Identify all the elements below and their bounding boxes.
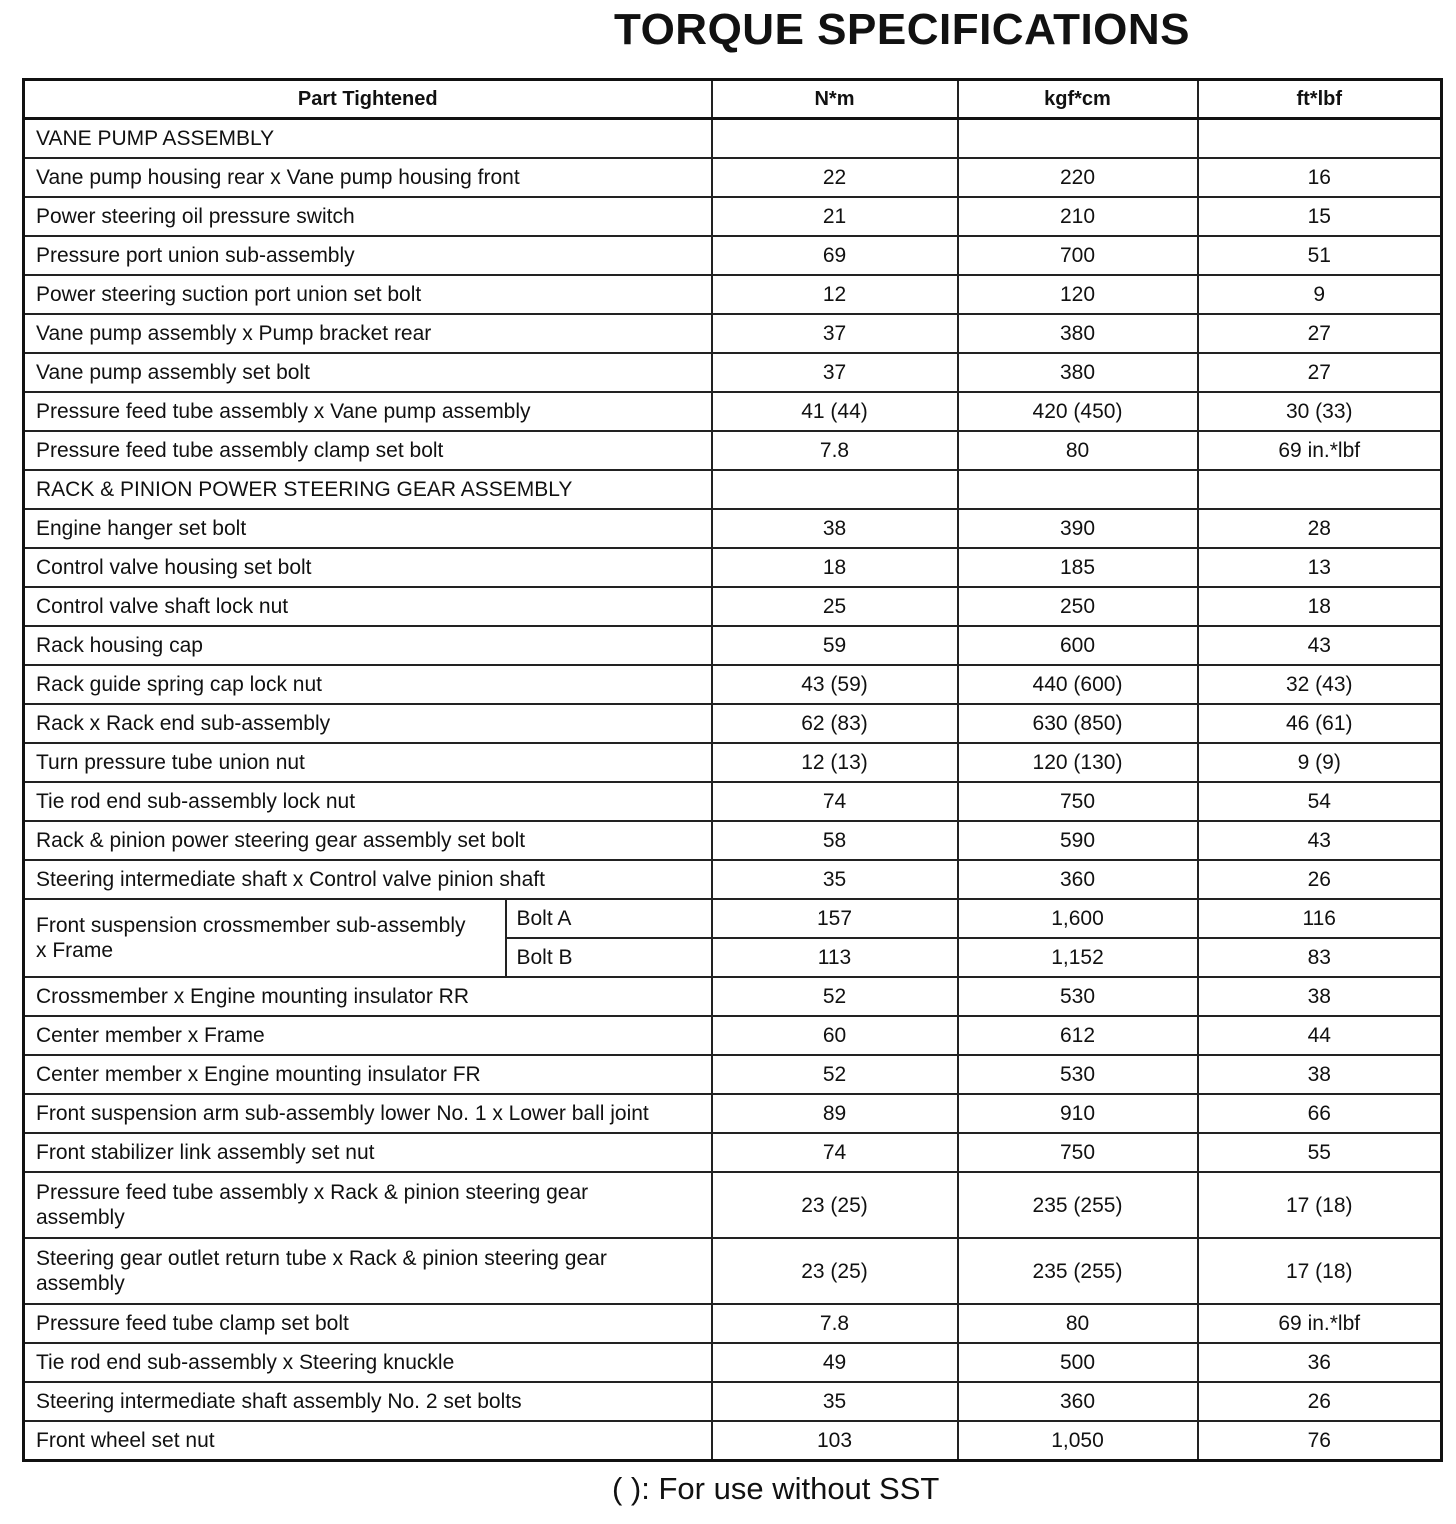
table-row xyxy=(24,509,1442,548)
table-row xyxy=(24,782,1442,821)
value-nm: 7.8 xyxy=(712,1304,958,1343)
value-ft-lbf: 83 xyxy=(1198,938,1442,977)
part-cell: Front stabilizer link assembly set nut xyxy=(24,1133,712,1172)
table-row xyxy=(24,743,1442,782)
value-nm: 58 xyxy=(712,821,958,860)
part-cell: Steering intermediate shaft x Control valve pinion shaft xyxy=(24,860,712,899)
table-row xyxy=(24,977,1442,1016)
part-cell: Tie rod end sub-assembly x Steering knuckle xyxy=(24,1343,712,1382)
value-nm: 43 (59) xyxy=(712,665,958,704)
part-cell: Rack x Rack end sub-assembly xyxy=(24,704,712,743)
footnote: ( ): For use without SST xyxy=(612,1471,940,1506)
table-row xyxy=(24,587,1442,626)
value-nm: 62 (83) xyxy=(712,704,958,743)
table-row xyxy=(24,1238,1442,1304)
value-ft-lbf: 36 xyxy=(1198,1343,1442,1382)
part-cell: Pressure feed tube assembly clamp set bolt xyxy=(24,431,712,470)
value-kgf-cm: 612 xyxy=(958,1016,1198,1055)
part-cell: Control valve shaft lock nut xyxy=(24,587,712,626)
part-cell: Vane pump housing rear x Vane pump housing front xyxy=(24,158,712,197)
value-ft-lbf: 43 xyxy=(1198,626,1442,665)
value-ft-lbf: 17 (18) xyxy=(1198,1172,1442,1238)
value-nm: 49 xyxy=(712,1343,958,1382)
part-line: Pressure feed tube assembly x Rack & pinion steering gear xyxy=(36,1181,589,1204)
value-ft-lbf: 13 xyxy=(1198,548,1442,587)
part-cell: Rack housing cap xyxy=(24,626,712,665)
value-ft-lbf: 66 xyxy=(1198,1094,1442,1133)
table-row xyxy=(24,1343,1442,1382)
value-kgf-cm: 1,050 xyxy=(958,1421,1198,1461)
table-row xyxy=(24,899,1442,938)
value-kgf-cm: 380 xyxy=(958,314,1198,353)
value-nm: 25 xyxy=(712,587,958,626)
value-ft-lbf: 17 (18) xyxy=(1198,1238,1442,1304)
value-ft-lbf: 69 in.*lbf xyxy=(1198,1304,1442,1343)
part-line: Steering gear outlet return tube x Rack & pinion steering gear xyxy=(36,1247,607,1270)
table-row xyxy=(24,1055,1442,1094)
value-nm: 23 (25) xyxy=(712,1172,958,1238)
part-cell: Center member x Engine mounting insulator FR xyxy=(24,1055,712,1094)
value-kgf-cm: 590 xyxy=(958,821,1198,860)
value-ft-lbf: 43 xyxy=(1198,821,1442,860)
value-ft-lbf xyxy=(1198,119,1442,159)
value-kgf-cm: 600 xyxy=(958,626,1198,665)
torque-spec-table xyxy=(22,78,1443,1462)
value-nm xyxy=(712,470,958,509)
header-kgf-cm: kgf*cm xyxy=(958,80,1198,119)
part-cell: Rack & pinion power steering gear assembly set bolt xyxy=(24,821,712,860)
part-cell: Center member x Frame xyxy=(24,1016,712,1055)
value-nm: 37 xyxy=(712,353,958,392)
value-kgf-cm: 250 xyxy=(958,587,1198,626)
part-line: assembly xyxy=(36,1272,125,1295)
value-nm: 113 xyxy=(712,938,958,977)
header-part-tightened: Part Tightened xyxy=(24,80,712,119)
value-kgf-cm: 630 (850) xyxy=(958,704,1198,743)
table-row xyxy=(24,1382,1442,1421)
value-kgf-cm: 530 xyxy=(958,1055,1198,1094)
value-ft-lbf: 38 xyxy=(1198,977,1442,1016)
value-kgf-cm: 440 (600) xyxy=(958,665,1198,704)
value-nm: 35 xyxy=(712,860,958,899)
part-line: assembly xyxy=(36,1206,125,1229)
part-cell: Engine hanger set bolt xyxy=(24,509,712,548)
part-cell: Pressure feed tube assembly x Vane pump assembly xyxy=(24,392,712,431)
table-row xyxy=(24,275,1442,314)
part-cell: Pressure feed tube clamp set bolt xyxy=(24,1304,712,1343)
value-nm: 52 xyxy=(712,977,958,1016)
table-row xyxy=(24,470,1442,509)
value-nm: 37 xyxy=(712,314,958,353)
value-nm: 74 xyxy=(712,1133,958,1172)
table-row xyxy=(24,236,1442,275)
value-kgf-cm: 120 xyxy=(958,275,1198,314)
table-row xyxy=(24,1016,1442,1055)
value-ft-lbf: 9 (9) xyxy=(1198,743,1442,782)
value-kgf-cm: 360 xyxy=(958,860,1198,899)
value-nm: 12 xyxy=(712,275,958,314)
part-cell: Front suspension arm sub-assembly lower No. 1 x Lower ball joint xyxy=(24,1094,712,1133)
table-row xyxy=(24,1133,1442,1172)
value-kgf-cm: 185 xyxy=(958,548,1198,587)
value-nm: 7.8 xyxy=(712,431,958,470)
table-row xyxy=(24,860,1442,899)
part-cell: Steering intermediate shaft assembly No. 2 set bolts xyxy=(24,1382,712,1421)
part-cell: Rack guide spring cap lock nut xyxy=(24,665,712,704)
value-ft-lbf: 54 xyxy=(1198,782,1442,821)
part-cell xyxy=(24,899,506,977)
value-nm: 21 xyxy=(712,197,958,236)
value-ft-lbf xyxy=(1198,470,1442,509)
value-nm: 38 xyxy=(712,509,958,548)
table-row xyxy=(24,119,1442,159)
part-line: x Frame xyxy=(36,939,114,962)
table-row xyxy=(24,353,1442,392)
value-ft-lbf: 15 xyxy=(1198,197,1442,236)
value-ft-lbf: 69 in.*lbf xyxy=(1198,431,1442,470)
table-row xyxy=(24,1304,1442,1343)
value-kgf-cm: 235 (255) xyxy=(958,1172,1198,1238)
bolt-label: Bolt A xyxy=(506,899,712,938)
part-cell: RACK & PINION POWER STEERING GEAR ASSEMBLY xyxy=(24,470,712,509)
value-ft-lbf: 18 xyxy=(1198,587,1442,626)
value-kgf-cm: 700 xyxy=(958,236,1198,275)
table-row xyxy=(24,548,1442,587)
value-ft-lbf: 55 xyxy=(1198,1133,1442,1172)
value-kgf-cm: 750 xyxy=(958,1133,1198,1172)
value-kgf-cm: 1,600 xyxy=(958,899,1198,938)
value-kgf-cm: 360 xyxy=(958,1382,1198,1421)
value-kgf-cm: 910 xyxy=(958,1094,1198,1133)
part-cell: Vane pump assembly set bolt xyxy=(24,353,712,392)
table-row xyxy=(24,626,1442,665)
value-ft-lbf: 76 xyxy=(1198,1421,1442,1461)
table-header-row xyxy=(24,80,1442,119)
part-cell xyxy=(24,1238,712,1304)
value-kgf-cm xyxy=(958,470,1198,509)
value-nm: 23 (25) xyxy=(712,1238,958,1304)
value-ft-lbf: 16 xyxy=(1198,158,1442,197)
value-nm: 89 xyxy=(712,1094,958,1133)
value-kgf-cm: 220 xyxy=(958,158,1198,197)
table-row xyxy=(24,1421,1442,1461)
part-cell: Vane pump assembly x Pump bracket rear xyxy=(24,314,712,353)
value-ft-lbf: 30 (33) xyxy=(1198,392,1442,431)
value-ft-lbf: 26 xyxy=(1198,860,1442,899)
value-nm: 12 (13) xyxy=(712,743,958,782)
value-ft-lbf: 27 xyxy=(1198,314,1442,353)
value-kgf-cm: 1,152 xyxy=(958,938,1198,977)
table-row xyxy=(24,1094,1442,1133)
value-kgf-cm: 120 (130) xyxy=(958,743,1198,782)
part-cell: Control valve housing set bolt xyxy=(24,548,712,587)
table-row xyxy=(24,392,1442,431)
value-ft-lbf: 9 xyxy=(1198,275,1442,314)
value-ft-lbf: 44 xyxy=(1198,1016,1442,1055)
value-nm: 74 xyxy=(712,782,958,821)
header-ft-lbf: ft*lbf xyxy=(1198,80,1442,119)
part-cell: Power steering suction port union set bolt xyxy=(24,275,712,314)
header-nm: N*m xyxy=(712,80,958,119)
value-nm: 60 xyxy=(712,1016,958,1055)
part-cell: Turn pressure tube union nut xyxy=(24,743,712,782)
table-row xyxy=(24,158,1442,197)
value-nm: 18 xyxy=(712,548,958,587)
value-kgf-cm: 235 (255) xyxy=(958,1238,1198,1304)
value-ft-lbf: 116 xyxy=(1198,899,1442,938)
value-nm: 22 xyxy=(712,158,958,197)
table-row xyxy=(24,431,1442,470)
value-nm: 103 xyxy=(712,1421,958,1461)
value-kgf-cm: 750 xyxy=(958,782,1198,821)
page-title: TORQUE SPECIFICATIONS xyxy=(614,5,1191,54)
table-row xyxy=(24,197,1442,236)
table-row xyxy=(24,1172,1442,1238)
value-kgf-cm xyxy=(958,119,1198,159)
part-line: Front suspension crossmember sub-assembly xyxy=(36,914,466,937)
value-kgf-cm: 80 xyxy=(958,1304,1198,1343)
value-ft-lbf: 27 xyxy=(1198,353,1442,392)
value-ft-lbf: 26 xyxy=(1198,1382,1442,1421)
value-nm: 35 xyxy=(712,1382,958,1421)
value-ft-lbf: 51 xyxy=(1198,236,1442,275)
value-ft-lbf: 28 xyxy=(1198,509,1442,548)
value-kgf-cm: 530 xyxy=(958,977,1198,1016)
value-kgf-cm: 210 xyxy=(958,197,1198,236)
value-nm: 69 xyxy=(712,236,958,275)
value-kgf-cm: 380 xyxy=(958,353,1198,392)
bolt-label: Bolt B xyxy=(506,938,712,977)
value-kgf-cm: 500 xyxy=(958,1343,1198,1382)
table-row xyxy=(24,704,1442,743)
value-ft-lbf: 46 (61) xyxy=(1198,704,1442,743)
table-row xyxy=(24,821,1442,860)
value-nm: 157 xyxy=(712,899,958,938)
value-nm: 41 (44) xyxy=(712,392,958,431)
table-row xyxy=(24,314,1442,353)
value-nm: 52 xyxy=(712,1055,958,1094)
part-cell: VANE PUMP ASSEMBLY xyxy=(24,119,712,159)
part-cell xyxy=(24,1172,712,1238)
table-row xyxy=(24,665,1442,704)
part-cell: Pressure port union sub-assembly xyxy=(24,236,712,275)
part-cell: Crossmember x Engine mounting insulator RR xyxy=(24,977,712,1016)
part-cell: Front wheel set nut xyxy=(24,1421,712,1461)
value-ft-lbf: 38 xyxy=(1198,1055,1442,1094)
part-cell: Tie rod end sub-assembly lock nut xyxy=(24,782,712,821)
value-nm xyxy=(712,119,958,159)
value-kgf-cm: 420 (450) xyxy=(958,392,1198,431)
value-nm: 59 xyxy=(712,626,958,665)
value-ft-lbf: 32 (43) xyxy=(1198,665,1442,704)
part-cell: Power steering oil pressure switch xyxy=(24,197,712,236)
value-kgf-cm: 80 xyxy=(958,431,1198,470)
value-kgf-cm: 390 xyxy=(958,509,1198,548)
